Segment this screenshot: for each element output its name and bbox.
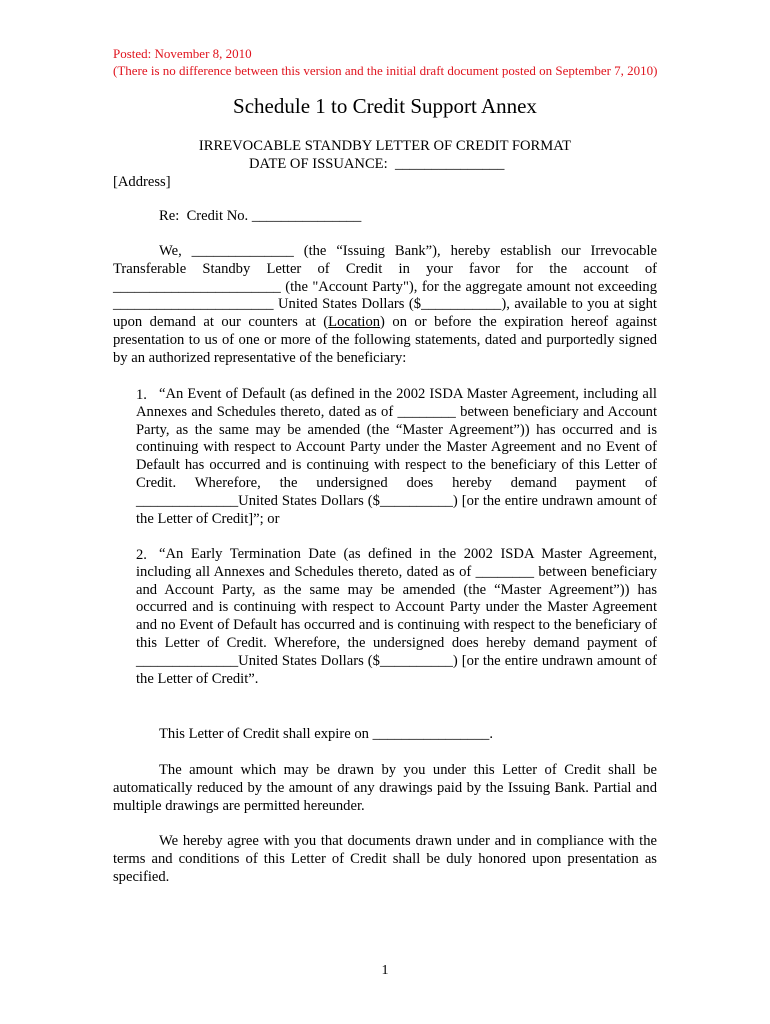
posted-date: Posted: November 8, 2010: [113, 46, 252, 61]
agreement-paragraph: We hereby agree with you that documents drawn under and in compliance with the terms and conditions of this Letter of Credit shall be duly honored upon presentation as specified.: [113, 833, 657, 885]
page-number: 1: [381, 963, 389, 978]
statement-number: 2.: [136, 547, 147, 563]
establishment-paragraph: [113, 243, 657, 368]
location-field: Location: [328, 314, 381, 331]
version-note: (There is no difference between this version and the initial draft document posted on September 7, 2010): [113, 63, 658, 78]
reduction-paragraph: The amount which may be drawn by you under this Letter of Credit shall be automatically reduced by the amount of any drawings paid by the Issuing Bank. Partial and multiple drawings are permitted hereunder.: [113, 762, 657, 814]
date-of-issuance: DATE OF ISSUANCE: _______________: [249, 156, 505, 172]
statement-early-termination: “An Early Termination Date (as defined in the 2002 ISDA Master Agreement, including all Annexes and Schedules thereto, dated as of ________ between beneficiary and Account Party, as the same may be amended (the “Master Agreement”)) has occurred and is continuing with respect to Account Party under the Master Agreement and no Event of Default has occurred and is continuing with respect to the beneficiary of this Letter of Credit. Wherefore, the undersigned does hereby demand payment of ______________United States Dollars ($__________) [or the entire undrawn amount of the Letter of Credit”.: [136, 546, 657, 687]
paragraph-text-part: We, ______________ (the “Issuing Bank”), hereby establish our Irrevocable Transferable Standby Letter of Credit in your favor for the account of _______________________ (the "Account Party"), for the aggregate amount not exceeding ______________________ United States Dollars ($___________), available to you at sight upon demand at our counters at (: [113, 243, 657, 331]
statement-event-of-default: “An Event of Default (as defined in the 2002 ISDA Master Agreement, including all Annexes and Schedules thereto, dated as of ________ between beneficiary and Account Party, as the same may be amended (the “Master Agreement”)) has occurred and is continuing with respect to Account Party under the Master Agreement and no Event of Default has occurred and is continuing with respect to the beneficiary of this Letter of Credit. Wherefore, the undersigned does hereby demand payment of ______________United States Dollars ($__________) [or the entire undrawn amount of the Letter of Credit]”; or: [136, 386, 657, 527]
posting-notice: [113, 45, 658, 79]
statement-number: 1.: [136, 387, 147, 403]
letter-format-heading: IRREVOCABLE STANDBY LETTER OF CREDIT FORMAT: [198, 138, 572, 154]
page-title: Schedule 1 to Credit Support Annex: [233, 94, 537, 118]
expiry-line: This Letter of Credit shall expire on ________________.: [159, 726, 493, 742]
paragraph-text-part: ) on or before the expiration hereof against presentation to us of one or more of the following statements, dated and purportedly signed by an authorized representative of the beneficiary:: [113, 314, 657, 366]
credit-number-line: Re: Credit No. _______________: [159, 208, 362, 224]
address-placeholder: [Address]: [113, 174, 171, 190]
